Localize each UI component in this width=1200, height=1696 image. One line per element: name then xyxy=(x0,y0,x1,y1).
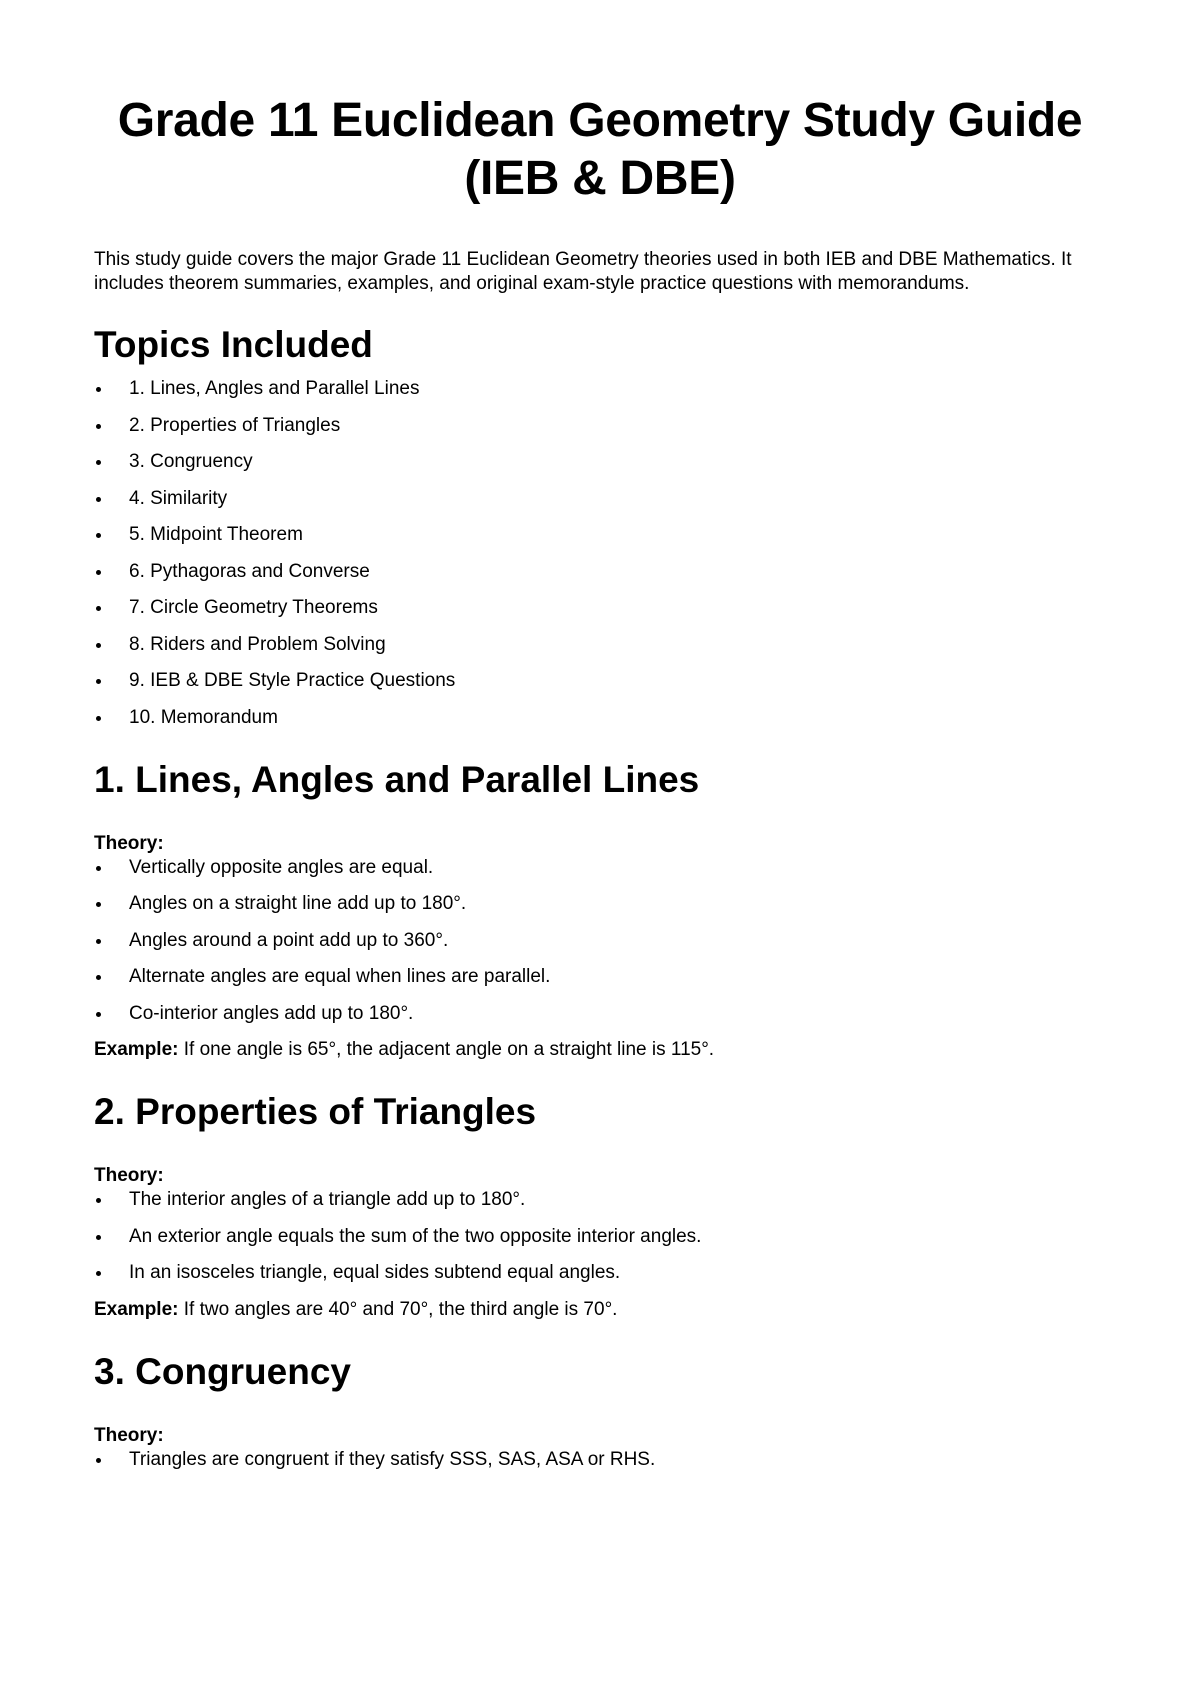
theory-item: Angles around a point add up to 360°. xyxy=(94,929,1106,953)
topic-item: 3. Congruency xyxy=(94,450,1106,474)
example-text: If two angles are 40° and 70°, the third angle is 70°. xyxy=(178,1298,618,1320)
topic-item: 1. Lines, Angles and Parallel Lines xyxy=(94,377,1106,401)
topics-list xyxy=(94,377,1106,730)
example-label: Example: xyxy=(94,1298,179,1320)
theory-item: In an isosceles triangle, equal sides subtend equal angles. xyxy=(94,1261,1106,1285)
topic-item: 8. Riders and Problem Solving xyxy=(94,633,1106,657)
section-3-heading: 3. Congruency xyxy=(94,1350,351,1392)
document-title: Grade 11 Euclidean Geometry Study Guide (IEB & DBE) xyxy=(117,94,1083,205)
theory-item: Vertically opposite angles are equal. xyxy=(94,856,1106,880)
section-3-theory-label: Theory: xyxy=(94,1424,164,1446)
topic-item: 2. Properties of Triangles xyxy=(94,414,1106,438)
section-1-heading: 1. Lines, Angles and Parallel Lines xyxy=(94,758,700,800)
intro-paragraph: This study guide covers the major Grade 11 Euclidean Geometry theories used in both IEB and DBE Mathematics. It includes theorem summaries, examples, and original exam-style practice questions with memorandums. xyxy=(94,249,1072,294)
topic-item: 9. IEB & DBE Style Practice Questions xyxy=(94,669,1106,693)
section-2-theory-label: Theory: xyxy=(94,1165,164,1186)
topic-item: 7. Circle Geometry Theorems xyxy=(94,596,1106,620)
example-text: If one angle is 65°, the adjacent angle on a straight line is 115°. xyxy=(178,1039,715,1060)
theory-item: Angles on a straight line add up to 180°. xyxy=(94,892,1106,916)
theory-item: The interior angles of a triangle add up to 180°. xyxy=(94,1188,1106,1212)
example-label: Example: xyxy=(94,1039,179,1060)
section-2-example xyxy=(94,1298,1106,1322)
topics-heading: Topics Included xyxy=(94,324,373,365)
theory-item: Triangles are congruent if they satisfy SSS, SAS, ASA or RHS. xyxy=(94,1448,1106,1472)
topic-item: 10. Memorandum xyxy=(94,706,1106,730)
topic-item: 6. Pythagoras and Converse xyxy=(94,560,1106,584)
section-1-theory-list xyxy=(94,856,1106,1026)
topic-item: 4. Similarity xyxy=(94,487,1106,511)
section-3-theory-list xyxy=(94,1448,1106,1472)
theory-item: Alternate angles are equal when lines are parallel. xyxy=(94,965,1106,989)
section-2-theory-list xyxy=(94,1188,1106,1285)
theory-item: Co-interior angles add up to 180°. xyxy=(94,1002,1106,1026)
section-1-example xyxy=(94,1038,1106,1062)
section-2-heading: 2. Properties of Triangles xyxy=(94,1091,537,1132)
theory-item: An exterior angle equals the sum of the two opposite interior angles. xyxy=(94,1225,1106,1249)
topic-item: 5. Midpoint Theorem xyxy=(94,523,1106,547)
section-1-theory-label: Theory: xyxy=(94,832,164,854)
